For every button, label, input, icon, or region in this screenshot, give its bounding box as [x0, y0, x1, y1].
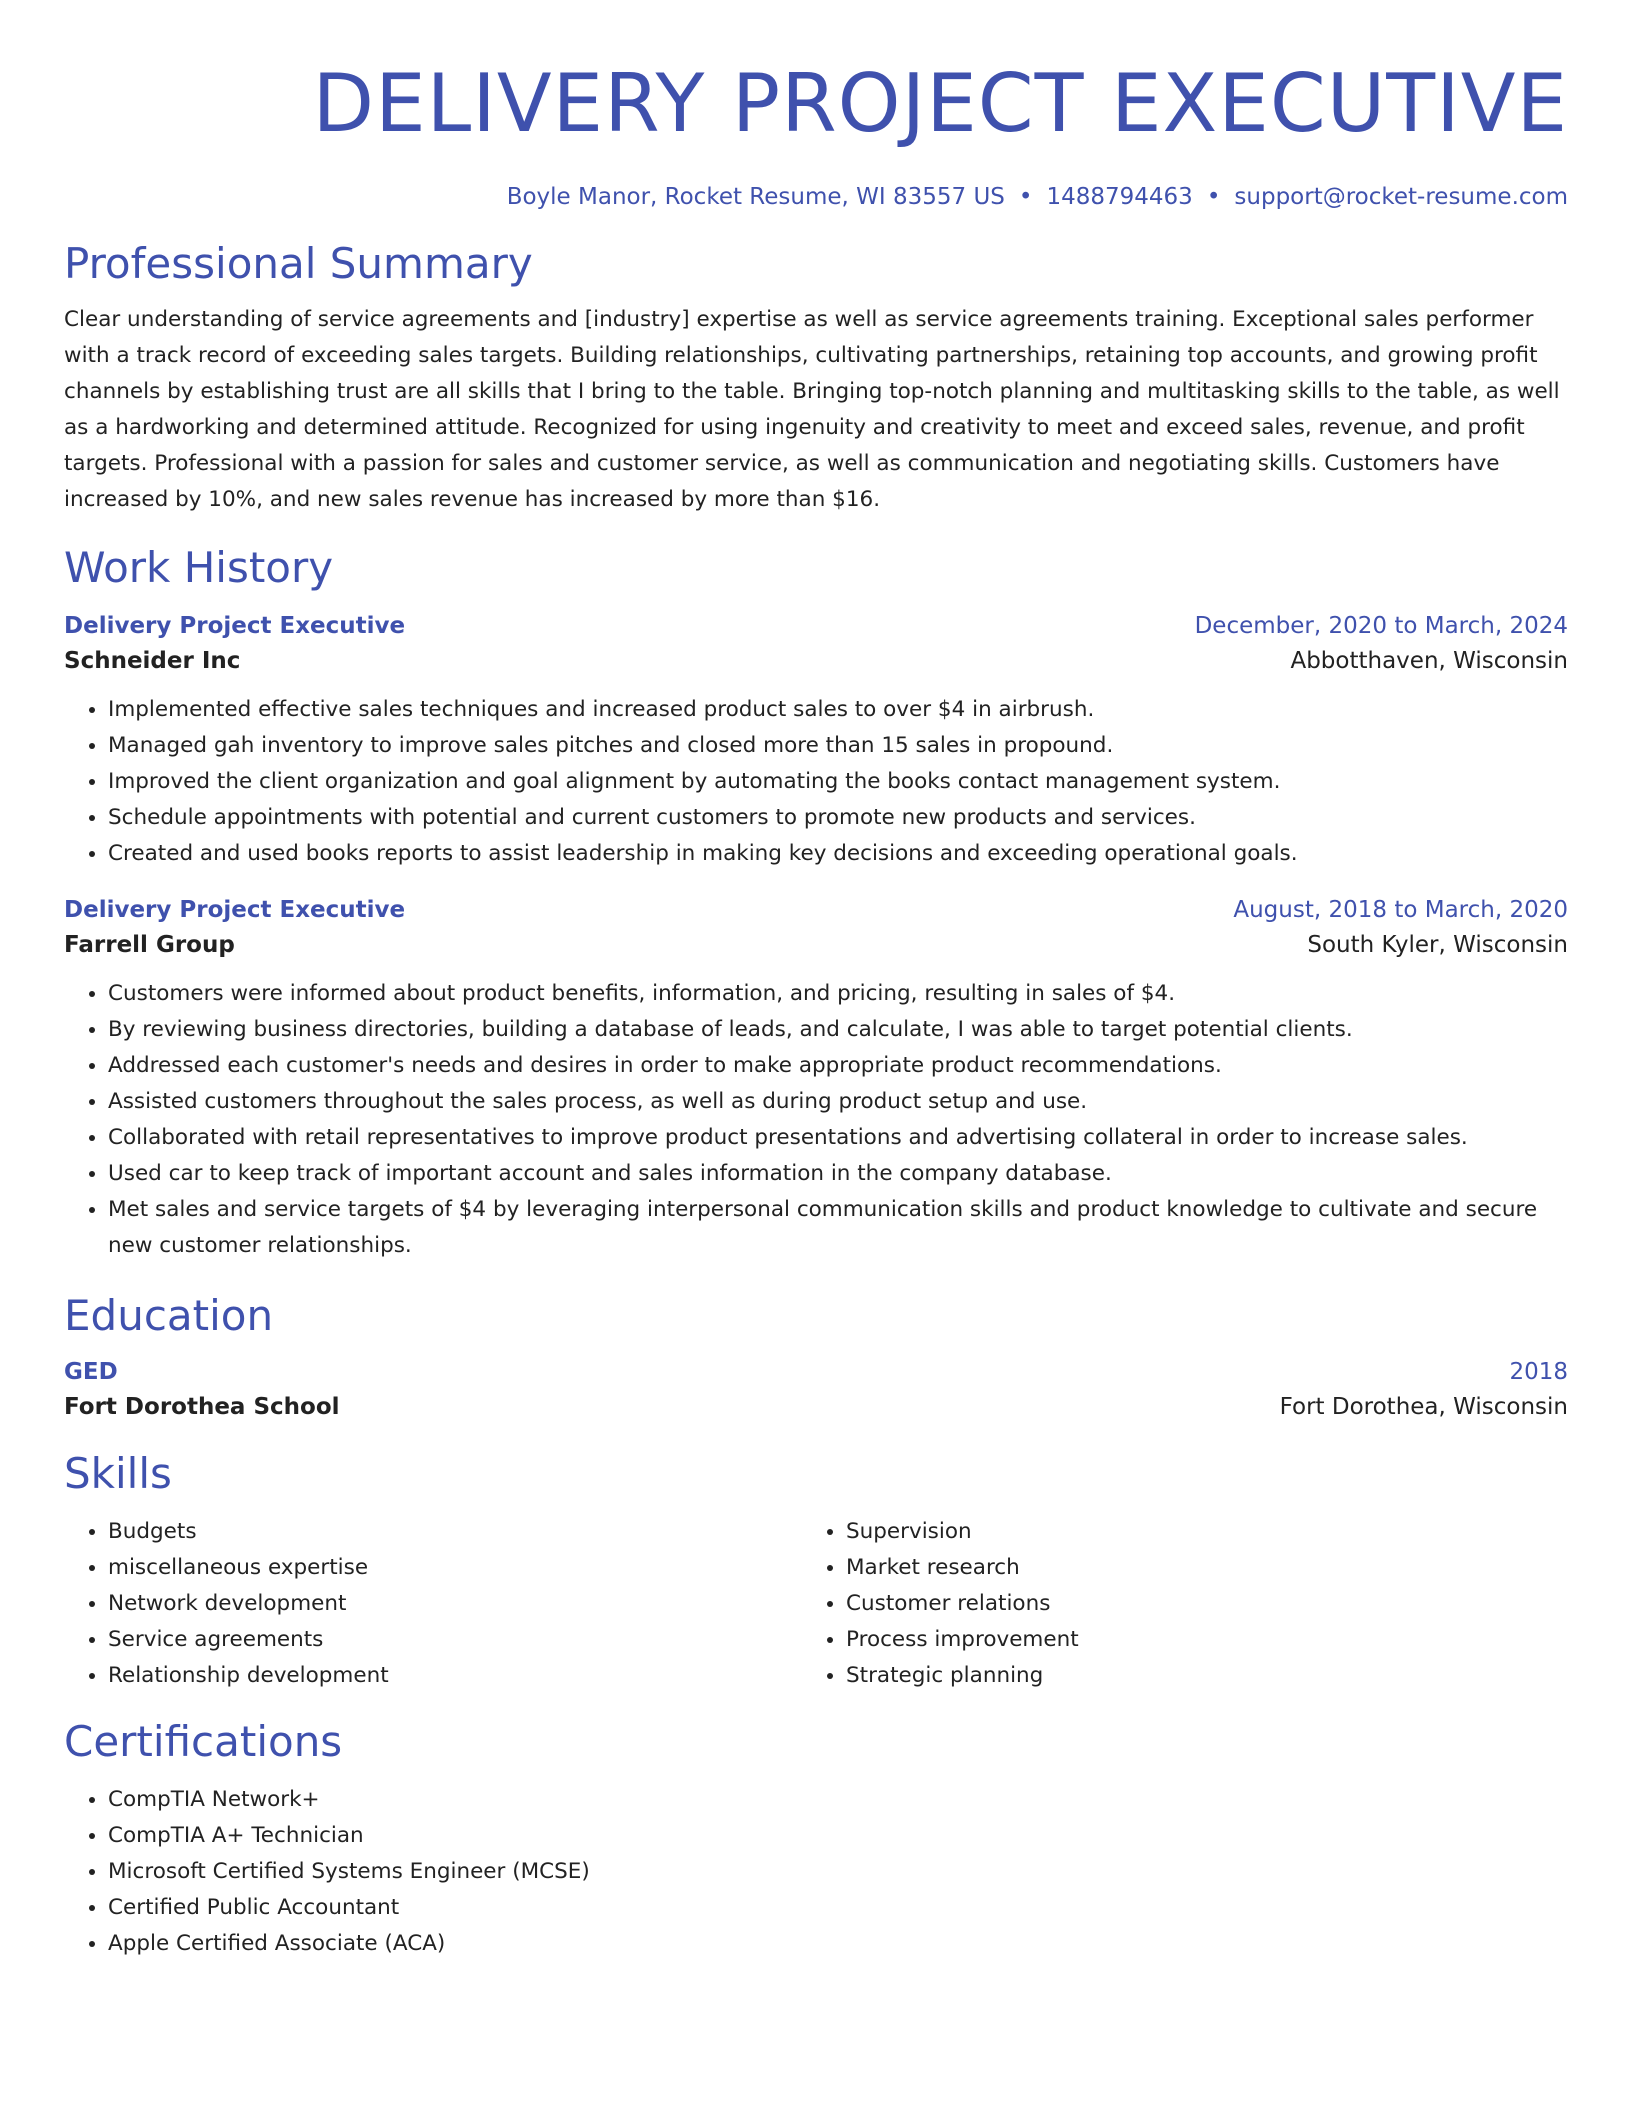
job-bullet: • Improved the client organization and goal alignment by automating the books contact management system.	[108, 764, 1568, 800]
job-bullet: • Schedule appointments with potential and current customers to promote new products and services.	[108, 800, 1568, 836]
certification-item: • CompTIA Network+	[108, 1782, 1568, 1818]
resume-name: DELIVERY PROJECT EXECUTIVE	[312, 57, 1568, 150]
education-location: Fort Dorothea, Wisconsin	[1279, 1394, 1568, 1420]
certification-item: • Microsoft Certified Systems Engineer (MCSE)	[108, 1854, 1568, 1890]
education-school: Fort Dorothea School	[64, 1394, 340, 1420]
skill-item: • Service agreements	[108, 1622, 802, 1658]
education-degree: GED	[64, 1359, 118, 1385]
job-bullet: • Implemented effective sales techniques and increased product sales to over $4 in airbrush.	[108, 692, 1568, 728]
job-dates: December, 2020 to March, 2024	[1194, 613, 1568, 639]
job-bullet: • Assisted customers throughout the sales process, as well as during product setup and use.	[108, 1084, 1568, 1120]
job-location: Abbotthaven, Wisconsin	[1290, 648, 1568, 674]
job-bullet: • Collaborated with retail representatives to improve product presentations and advertising collateral in order to increase sales.	[108, 1120, 1568, 1156]
job-entry	[64, 610, 1568, 872]
skill-item: • Customer relations	[846, 1586, 1540, 1622]
skills-heading: Skills	[64, 1449, 172, 1498]
education-year: 2018	[1509, 1359, 1568, 1385]
skills-list-left	[64, 1514, 802, 1694]
certifications-list	[64, 1782, 1568, 1962]
education-entry	[64, 1356, 1568, 1426]
skill-item: • Process improvement	[846, 1622, 1540, 1658]
job-entry	[64, 894, 1568, 1264]
job-bullet: • Addressed each customer's needs and desires in order to make appropriate product recommendations.	[108, 1048, 1568, 1084]
contact-phone: 1488794463	[1046, 184, 1193, 210]
work-history-heading: Work History	[64, 543, 334, 592]
skill-item: • Budgets	[108, 1514, 802, 1550]
job-bullet: • Used car to keep track of important account and sales information in the company database.	[108, 1156, 1568, 1192]
job-dates: August, 2018 to March, 2020	[1233, 897, 1568, 923]
job-bullets	[64, 692, 1568, 872]
job-company: Schneider Inc	[64, 648, 241, 674]
contact-line	[64, 182, 1568, 212]
job-bullet: • Managed gah inventory to improve sales pitches and closed more than 15 sales in propound.	[108, 728, 1568, 764]
job-title: Delivery Project Executive	[64, 897, 406, 923]
certification-item: • CompTIA A+ Technician	[108, 1818, 1568, 1854]
skill-item: • Relationship development	[108, 1658, 802, 1694]
job-bullet: • Created and used books reports to assist leadership in making key decisions and exceeding operational goals.	[108, 836, 1568, 872]
skills-columns	[64, 1514, 1568, 1694]
job-company: Farrell Group	[64, 932, 235, 958]
skills-list-right	[802, 1514, 1540, 1694]
skill-item: • Network development	[108, 1586, 802, 1622]
certification-item: • Certified Public Accountant	[108, 1890, 1568, 1926]
job-title: Delivery Project Executive	[64, 613, 406, 639]
skill-item: • Strategic planning	[846, 1658, 1540, 1694]
contact-separator: •	[1206, 184, 1221, 210]
skill-item: • Market research	[846, 1550, 1540, 1586]
job-bullet: • Customers were informed about product benefits, information, and pricing, resulting in sales of $4.	[108, 976, 1568, 1012]
job-bullets	[64, 976, 1568, 1264]
summary-heading: Professional Summary	[64, 239, 533, 288]
certification-item: • Apple Certified Associate (ACA)	[108, 1926, 1568, 1962]
job-location: South Kyler, Wisconsin	[1307, 932, 1568, 958]
certifications-heading: Certifications	[64, 1717, 343, 1766]
contact-separator: •	[1018, 184, 1033, 210]
summary-text: Clear understanding of service agreements and [industry] expertise as well as service agreements training. Exceptional sales performer with a track record of exceeding sales targets. Building relationships, cultivating partnerships, retaining top accounts, and growing profit channels by establishing trust are all skills that I bring to the table. Bringing top-notch planning and multitasking skills to the table, as well as a hardworking and determined attitude. Recognized for using ingenuity and creativity to meet and exceed sales, revenue, and profit targets. Professional with a passion for sales and customer service, as well as communication and negotiating skills. Customers have increased by 10%, and new sales revenue has increased by more than $16.	[64, 307, 1560, 512]
job-bullet: • By reviewing business directories, building a database of leads, and calculate, I was able to target potential clients.	[108, 1012, 1568, 1048]
skill-item: • miscellaneous expertise	[108, 1550, 802, 1586]
contact-address: Boyle Manor, Rocket Resume, WI 83557 US	[506, 184, 1005, 210]
job-bullet: • Met sales and service targets of $4 by leveraging interpersonal communication skills and product knowledge to cultivate and secure new customer relationships.	[108, 1192, 1568, 1264]
contact-email[interactable]: support@rocket-resume.com	[1234, 184, 1568, 210]
skill-item: • Supervision	[846, 1514, 1540, 1550]
education-heading: Education	[64, 1291, 274, 1340]
